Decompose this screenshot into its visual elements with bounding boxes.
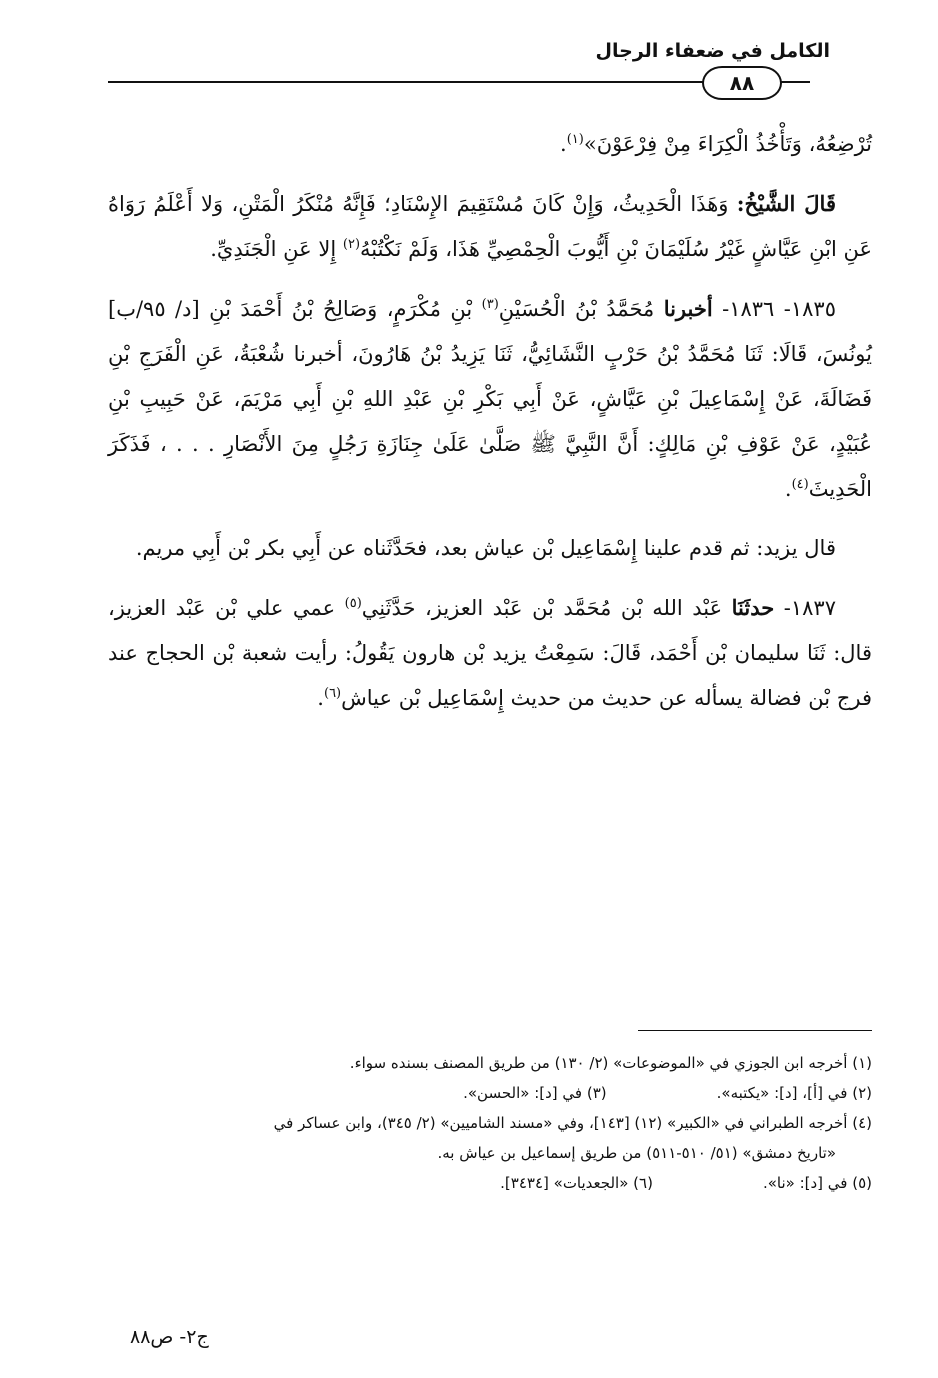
footnote-rule	[638, 1030, 872, 1031]
p2-text: وَهَذَا الْحَدِيثُ، وَإِنْ كَانَ مُسْتَقِيمَ الإِسْنَادِ؛ فَإِنَّهُ مُنْكَرُ الْمَتْنِ، وَلا أَعْلَمُ رَوَاهُ عَنِ ابْنِ عَيَّاشٍ غَيْرُ سُلَيْمَانَ بْنِ أَيُّوبَ الْحِمْصِيِّ هَذَا، وَلَمْ نَكْتُبْهُ	[108, 192, 872, 261]
footnote-row-2-3	[108, 1078, 872, 1108]
hadith-number-1835: ١٨٣٥- ١٨٣٦-	[722, 297, 836, 321]
p3-c: يُونُسَ، قَالَا: ثَنَا مُحَمَّدُ بْنُ حَرْبٍ النَّشَائِيُّ، ثَنَا يَزِيدُ بْنُ هَارُونَ، أخبرنا شُعْبَةُ، عَنِ الْفَرَجِ بْنِ فَضَالَةَ، عَنْ إِسْمَاعِيلَ بْنِ عَيَّاشٍ، عَنْ أَبِي بَكْرِ بْنِ عَبْدِ اللهِ بْنِ أَبِي مَرْيَمَ، عَنْ حَبِيبِ بْنِ عُبَيْدٍ، عَنْ عَوْفِ بْنِ مَالِكٍ: أَنَّ النَّبِيَّ ﷺ صَلَّىٰ عَلَىٰ جِنَازَةِ رَجُلٍ مِنَ الأَنْصَارِ . . . ، فَذَكَرَ الْحَدِيثَ	[108, 342, 872, 501]
footnote-4-continuation: «تاريخ دمشق» (٥١/ ٥١٠-٥١١) من طريق إسماعيل بن عياش به.	[437, 1144, 836, 1162]
p3-a: مُحَمَّدُ بْنُ الْحُسَيْنِ	[498, 297, 655, 321]
footnote-1: (١) أخرجه ابن الجوزي في «الموضوعات» (٢/ ١٣٠) من طريق المصنف بسنده سواء.	[349, 1054, 872, 1072]
p3-lead: أخبرنا	[663, 296, 713, 321]
manuscript-mark: [د/ ٩٥/ب]	[108, 297, 200, 321]
p5-tail: .	[317, 686, 324, 710]
p2-tail: إِلا عَنِ الْجَنَدِيِّ.	[210, 237, 337, 261]
p5-a: عَبْد الله بْن مُحَمَّد بْن عَبْد العزيز، حَدَّثَنِي	[361, 596, 723, 620]
paragraph-3	[108, 286, 872, 512]
footnotes	[108, 1048, 872, 1198]
footnote-3: (٣) في [د]: «الحسن».	[463, 1084, 607, 1102]
footnote-ref-1: (١)	[566, 132, 584, 147]
paragraph-2	[108, 181, 872, 272]
paragraph-5	[108, 585, 872, 721]
p1-tail: .	[560, 132, 567, 156]
page-number-badge: ٨٨	[702, 66, 782, 100]
footnote-ref-4: (٤)	[791, 477, 809, 492]
footnote-2: (٢) في [أ]، [د]: «يكتبه».	[716, 1084, 872, 1102]
p3-tail: .	[784, 477, 792, 501]
p3-b: بْنِ مُكْرَمٍ، وَصَالِحُ بْنُ أَحْمَدَ بْنِ	[209, 297, 473, 321]
footnote-5: (٥) في [د]: «نا».	[762, 1174, 872, 1192]
paragraph-1	[108, 122, 872, 167]
main-text	[108, 122, 872, 721]
p5-b: عمي علي بْن عَبْد العزيز، قال: ثَنَا سليمان بْن أَحْمَد، قَالَ: سَمِعْتُ يزيد بْن هارون يَقُولُ: رأيت شعبة بْن الحجاج عند فرج بْن فضالة يسأله عن حديث من حديث إِسْمَاعِيل بْن عياش	[108, 596, 872, 710]
footnote-6: (٦) «الجعديات» [٣٤٣٤].	[500, 1174, 653, 1192]
p2-lead: قَالَ الشَّيْخُ:	[736, 191, 836, 216]
volume-page-reference: ج٢- ص٨٨	[130, 1326, 209, 1348]
p5-lead: حدثَنَا	[731, 595, 775, 620]
p1-text: تُرْضِعُهُ، وَتَأْخُذُ الْكِرَاءَ مِنْ فِرْعَوْنَ»	[583, 132, 872, 156]
p4-text: قال يزيد: ثم قدم علينا إِسْمَاعِيل بْن عياش بعد، فحَدَّثَناه عن أَبِي بكر بْن أَبِي مريم.	[135, 536, 836, 560]
running-head-title: الكامل في ضعفاء الرجال	[595, 40, 830, 62]
footnote-ref-2: (٢)	[342, 237, 361, 252]
paragraph-4	[108, 526, 872, 571]
footnote-ref-6: (٦)	[323, 686, 342, 701]
hadith-number-1837: ١٨٣٧-	[783, 596, 836, 620]
footnote-ref-3: (٣)	[481, 297, 499, 312]
footnote-row-5-6	[108, 1168, 872, 1198]
footnote-ref-5: (٥)	[344, 596, 362, 611]
footnote-4: (٤) أخرجه الطبراني في «الكبير» (١٢) [١٤٣]، وفي «مسند الشاميين» (٢/ ٣٤٥)، وابن عساكر في	[273, 1114, 872, 1132]
